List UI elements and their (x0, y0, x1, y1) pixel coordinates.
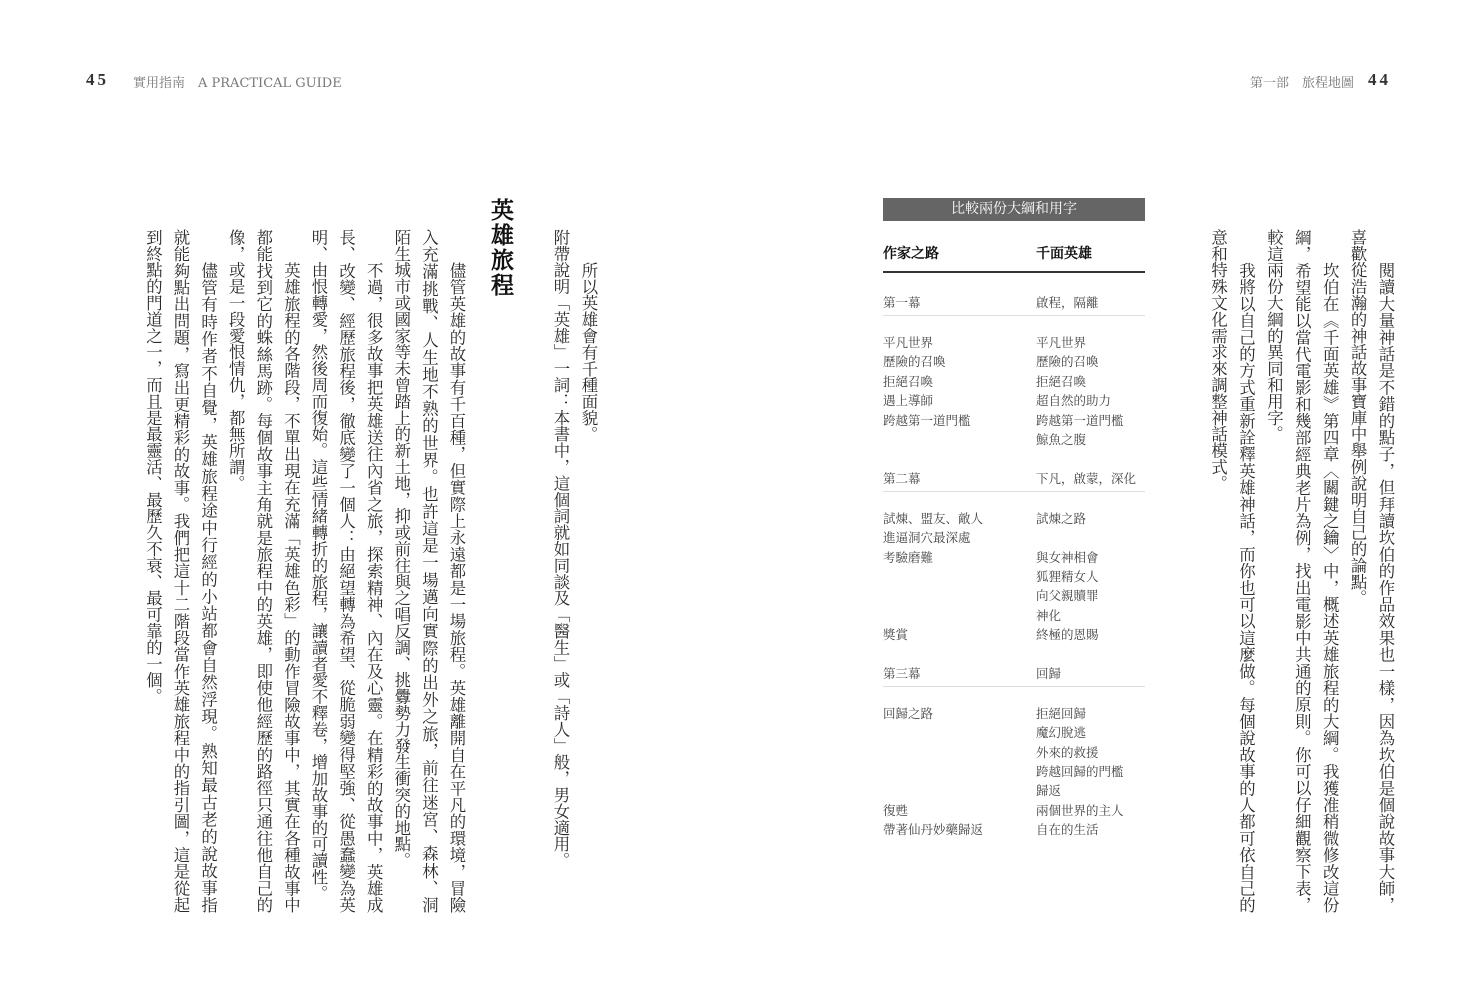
left-page-number: 45 (86, 70, 109, 89)
cell-hero-thousand-faces: 試煉之路 (1036, 510, 1087, 526)
text-line: 較這兩份大綱的異同和用字。 (1264, 229, 1284, 443)
table-header-row (883, 243, 1145, 273)
cell-hero-thousand-faces: 狐狸精女人 (1036, 568, 1099, 584)
cell-writers-journey: 帶著仙丹妙藥歸返 (883, 822, 984, 838)
table-row (883, 352, 1145, 371)
text-line: 我將以自己的方式重新詮釋英雄神話，而你也可以這麼做。每個說故事的人都可依自己的 (1236, 261, 1256, 913)
cell-writers-journey: 考驗磨難 (883, 549, 934, 565)
table-row (883, 743, 1145, 762)
table-row (883, 586, 1145, 605)
cell-writers-journey: 獎賞 (883, 627, 909, 643)
table-row (883, 567, 1145, 586)
cell-hero-thousand-faces: 跨越回歸的門檻 (1036, 764, 1124, 780)
cell-hero-thousand-faces: 向父親贖罪 (1036, 588, 1099, 604)
right-page-number: 44 (1368, 70, 1391, 89)
cell-hero-thousand-faces: 魔幻脫逃 (1036, 725, 1087, 741)
table-row (883, 411, 1145, 430)
table-title: 比較兩份大綱和用字 (883, 198, 1145, 221)
cell-writers-journey: 試煉、盟友、敵人 (883, 510, 984, 526)
cell-hero-thousand-faces: 回歸 (1036, 665, 1062, 681)
text-line: 所以英雄會有千種面貌。 (579, 261, 598, 443)
table-act-row (883, 664, 1145, 687)
table-act-row (883, 469, 1145, 492)
table-row (883, 820, 1145, 839)
cell-writers-journey: 進逼洞穴最深處 (883, 530, 971, 546)
text-line: 英雄旅程的各階段，不單出現在充滿「英雄色彩」的動作冒險故事中，其實在各種故事中 (281, 261, 301, 913)
comparison-table (883, 198, 1145, 840)
table-row (883, 372, 1145, 391)
cell-hero-thousand-faces (1036, 528, 1145, 547)
text-line: 綱，希望能以當代電影和幾部經典老片為例，找出電影中共通的原則。你可以仔細觀察下表， (1292, 229, 1312, 913)
table-row (883, 801, 1145, 820)
table-row (883, 762, 1145, 781)
section-heading: 英雄旅程 (487, 198, 513, 298)
text-line: 附帶說明「英雄」一詞：本書中，這個詞就如同談及「醫生」或「詩人」般，男女適用。 (551, 229, 570, 869)
cell-hero-thousand-faces: 歸返 (1036, 783, 1062, 799)
cell-hero-thousand-faces: 平凡世界 (1036, 335, 1087, 350)
text-line: 像，或是一段愛恨情仇，都無所謂。 (226, 229, 246, 492)
text-line: 儘管有時作者不自覺，英雄旅程途中行經的小站都會自然浮現。熟知最古老的說故事指 (198, 261, 218, 913)
text-line: 意和特殊文化需求來調整神話模式。 (1208, 229, 1228, 492)
cell-hero-thousand-faces: 拒絕回歸 (1036, 705, 1087, 721)
cell-hero-thousand-faces: 跨越第一道門檻 (1036, 412, 1124, 428)
cell-writers-journey: 復甦 (883, 802, 909, 818)
table-row (883, 430, 1145, 449)
text-line: 入充滿挑戰、人生地不熟的世界。也許這是一場邁向實際的出外之旅，前往迷宮、森林、洞 (419, 229, 439, 913)
left-running-header: 實用指南 A PRACTICAL GUIDE (133, 76, 342, 91)
cell-writers-journey: 平凡世界 (883, 335, 934, 350)
cell-writers-journey: 第一幕 (883, 295, 921, 310)
cell-writers-journey: 遇上導師 (883, 393, 934, 409)
table-row (883, 704, 1145, 723)
cell-writers-journey (883, 430, 1036, 449)
table-row (883, 548, 1145, 567)
cell-hero-thousand-faces: 兩個世界的主人 (1036, 802, 1124, 818)
cell-hero-thousand-faces: 終極的恩賜 (1036, 627, 1099, 643)
text-line: 不過，很多故事把英雄送往內省之旅，探索精神、內在及心靈。在精彩的故事中，英雄成 (364, 261, 384, 913)
table-row (883, 528, 1145, 547)
table-body (883, 293, 1145, 840)
cell-hero-thousand-faces: 超自然的助力 (1036, 393, 1112, 409)
cell-hero-thousand-faces: 鯨魚之腹 (1036, 431, 1087, 447)
table-row (883, 391, 1145, 410)
text-line: 明、由恨轉愛，然後周而復始。這些情緒轉折的旅程，讓讀者愛不釋卷，增加故事的可讀性。 (309, 229, 328, 902)
cell-hero-thousand-faces: 與女神相會 (1036, 549, 1099, 565)
cell-writers-journey (883, 781, 1036, 800)
text-line: 陌生城市或國家等未曾踏上的新土地，抑或前往與之唱反調、挑釁勢力發生衝突的地點。 (391, 229, 411, 869)
table-row (883, 509, 1145, 528)
cell-writers-journey (883, 743, 1036, 762)
text-line: 喜歡從浩瀚的神話故事寶庫中舉例說明自己的論點。 (1348, 229, 1368, 607)
cell-hero-thousand-faces: 神化 (1036, 607, 1062, 623)
cell-writers-journey: 第三幕 (883, 665, 921, 681)
text-line: 到終點的門道之一，而且是最靈活、最歷久不衰、最可靠的一個。 (143, 229, 163, 705)
table-row (883, 606, 1145, 625)
column-header-writers-journey: 作家之路 (883, 246, 939, 262)
cell-writers-journey (883, 567, 1036, 586)
table-row (883, 781, 1145, 800)
cell-writers-journey (883, 762, 1036, 781)
cell-writers-journey: 拒絕召喚 (883, 373, 934, 389)
text-line: 坎伯在《千面英雄》第四章〈關鍵之鑰〉中，概述英雄旅程的大綱。我獲准稍微修改這份 (1320, 261, 1340, 913)
right-running-header: 第一部 旅程地圖 (1250, 76, 1355, 91)
table-row (883, 625, 1145, 644)
cell-hero-thousand-faces: 自在的生活 (1036, 822, 1099, 838)
table-row (883, 723, 1145, 742)
cell-writers-journey (883, 723, 1036, 742)
text-line: 儘管英雄的故事有千百種，但實際上永遠都是一場旅程。英雄離開自在平凡的環境，冒險 (447, 261, 466, 913)
cell-hero-thousand-faces: 歷險的召喚 (1036, 354, 1099, 370)
cell-hero-thousand-faces: 下凡，啟蒙，深化 (1036, 470, 1137, 486)
text-line: 長、改變、經歷旅程後，徹底變了一個人：由絕望轉為希望、從脆弱變得堅強、從愚蠢變為英 (336, 229, 356, 913)
table-act-row (883, 293, 1145, 316)
table-row (883, 333, 1145, 352)
text-line: 都能找到它的蛛絲馬跡。每個故事主角就是旅程中的英雄，即使他經歷的路徑只通往他自己的 (253, 229, 273, 913)
column-header-hero-thousand-faces: 千面英雄 (1036, 246, 1092, 262)
cell-writers-journey: 第二幕 (883, 470, 921, 486)
text-line: 閱讀大量神話是不錯的點子，但拜讀坎伯的作品效果也一樣，因為坎伯是個說故事大師， (1376, 261, 1395, 913)
cell-writers-journey: 歷險的召喚 (883, 354, 946, 370)
cell-writers-journey: 跨越第一道門檻 (883, 412, 971, 428)
cell-writers-journey (883, 586, 1036, 605)
cell-writers-journey (883, 606, 1036, 625)
cell-hero-thousand-faces: 拒絕召喚 (1036, 373, 1087, 389)
cell-writers-journey: 回歸之路 (883, 705, 934, 721)
cell-hero-thousand-faces: 外來的救援 (1036, 744, 1099, 760)
cell-hero-thousand-faces: 啟程，隔離 (1036, 295, 1099, 310)
text-line: 就能夠點出問題，寫出更精彩的故事。我們把這十二階段當作英雄旅程中的指引圖，這是從起 (171, 229, 190, 913)
